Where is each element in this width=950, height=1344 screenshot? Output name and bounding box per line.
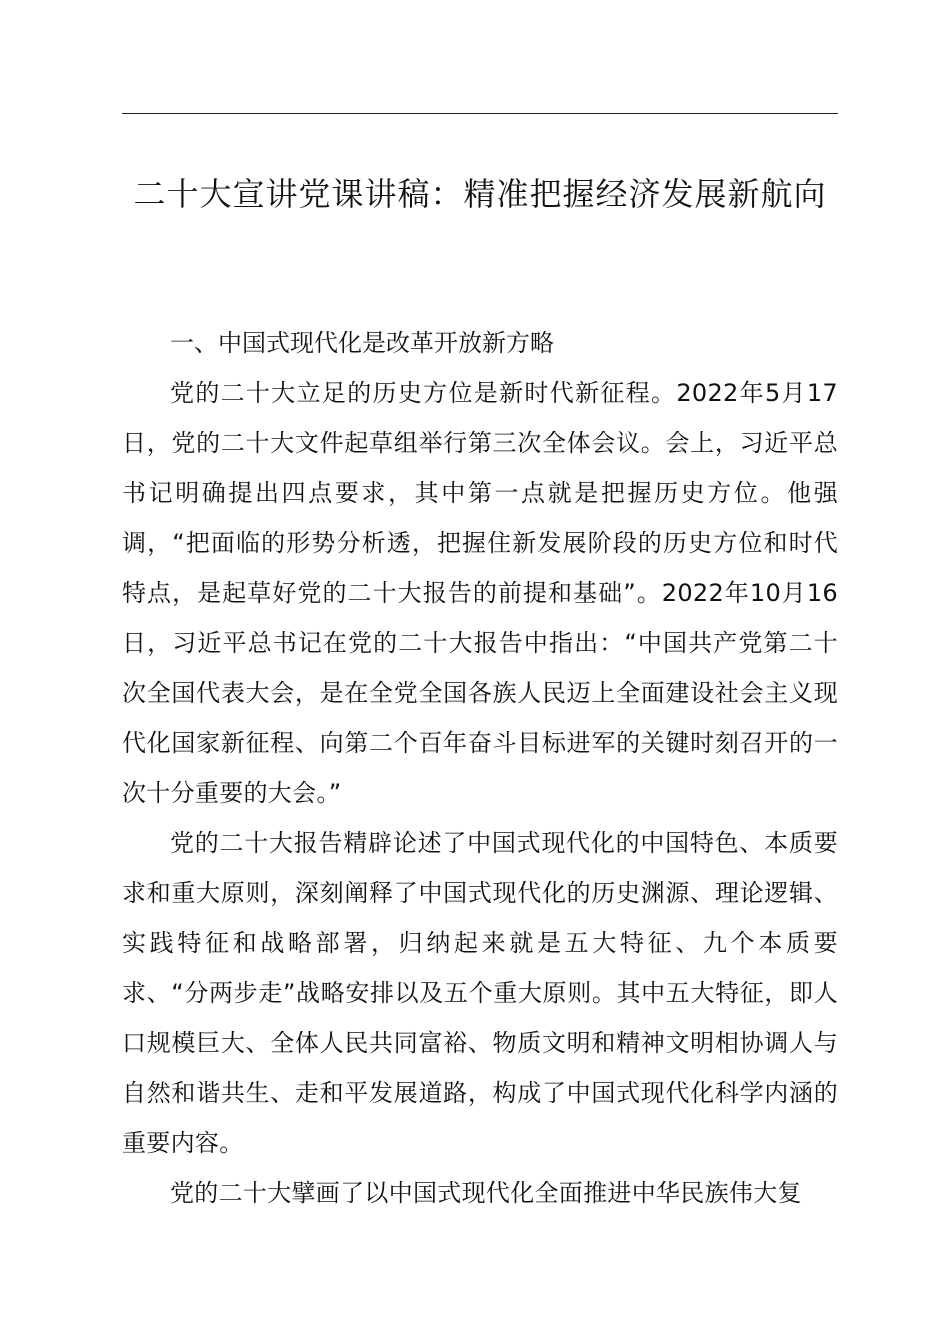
paragraph: 党的二十大报告精辟论述了中国式现代化的中国特色、本质要求和重大原则，深刻阐释了中国式现代化的历史渊源、理论逻辑、实践特征和战略部署，归纳起来就是五大特征、九个本质要求、“分两步走”战略安排以及五个重大原则。其中五大特征，即人口规模巨大、全体人民共同富裕、物质文明和精神文明相协调人与自然和谐共生、走和平发展道路，构成了中国式现代化科学内涵的重要内容。 bbox=[122, 829, 838, 1157]
section-heading: 一、中国式现代化是改革开放新方略 bbox=[170, 329, 554, 357]
header-rule bbox=[122, 113, 838, 114]
paragraph: 党的二十大擘画了以中国式现代化全面推进中华民族伟大复 bbox=[170, 1179, 802, 1207]
paragraph: 党的二十大立足的历史方位是新时代新征程。2022年5月17日，党的二十大文件起草组举行第三次全体会议。会上，习近平总书记明确提出四点要求，其中第一点就是把握历史方位。他强调，“把面临的形势分析透，把握住新发展阶段的历史方位和时代特点，是起草好党的二十大报告的前提和基础”。2022年10月16日，习近平总书记在党的二十大报告中指出：“中国共产党第二十次全国代表大会，是在全党全国各族人民迈上全面建设社会主义现代化国家新征程、向第二个百年奋斗目标进军的关键时刻召开的一次十分重要的大会。” bbox=[122, 379, 838, 807]
document-title: 二十大宣讲党课讲稿：精准把握经济发展新航向 bbox=[133, 175, 827, 213]
document-body bbox=[122, 318, 838, 1218]
